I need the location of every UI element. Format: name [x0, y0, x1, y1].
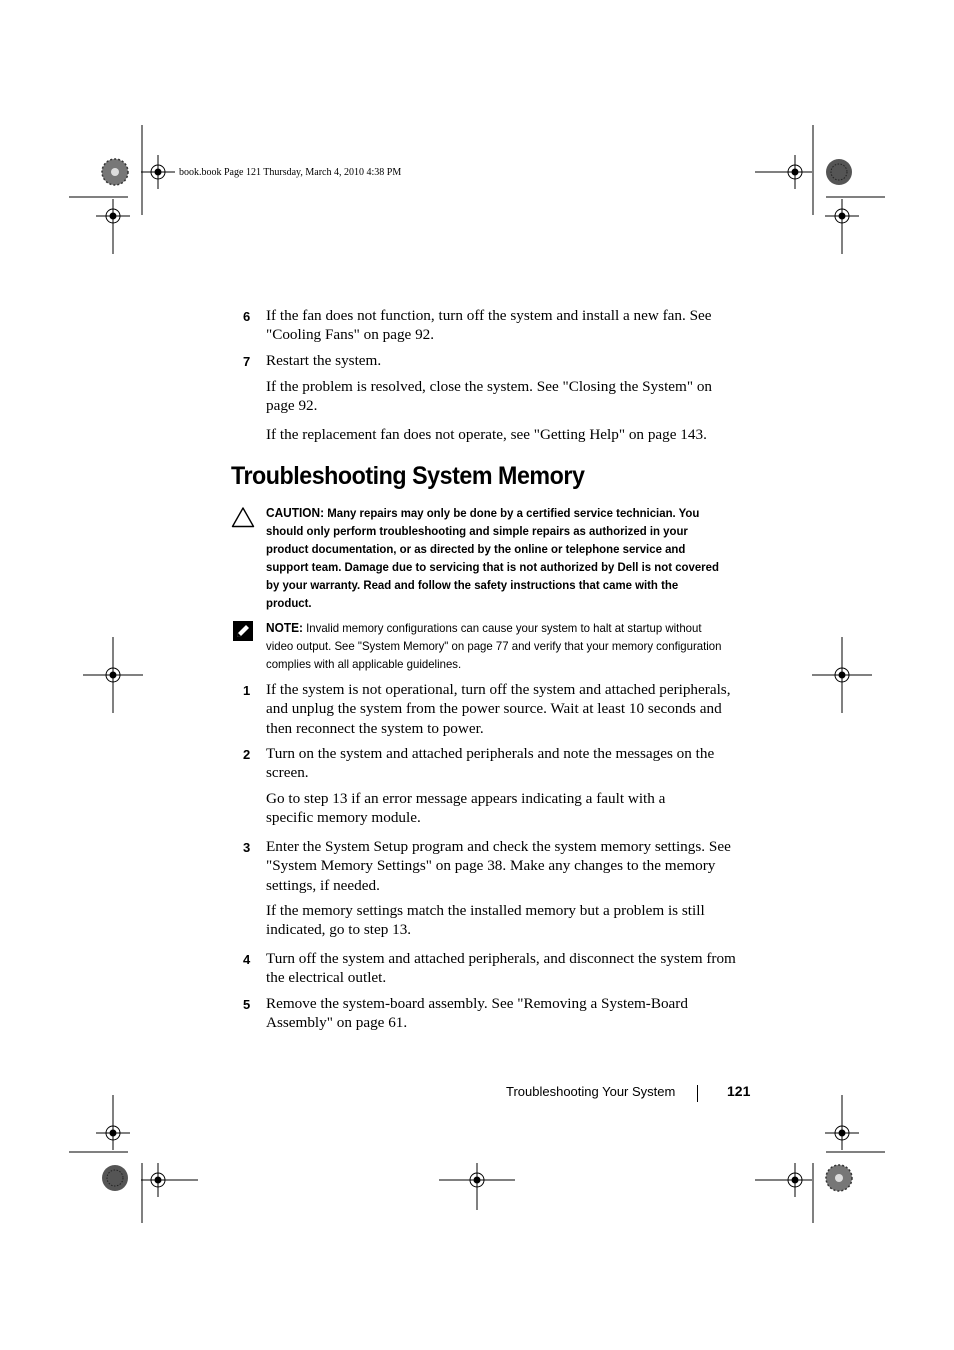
- footer-section-title: Troubleshooting Your System: [506, 1084, 676, 1099]
- paragraph: If the problem is resolved, close the system. See "Closing the System" on page 92.: [266, 378, 713, 415]
- step-text: Restart the system.: [266, 352, 382, 369]
- step-number: 1: [243, 683, 251, 698]
- step-followup: If the memory settings match the installed memory but a problem is still indicated, go to step 13.: [266, 902, 705, 939]
- step-number: 6: [243, 309, 251, 324]
- step-number: 4: [243, 952, 251, 967]
- step-text: Enter the System Setup program and check the system memory settings. See "System Memory Settings" on page 38. Make any changes to the memory settings, if needed.: [266, 838, 731, 894]
- section-title: Troubleshooting System Memory: [231, 462, 585, 490]
- step-text: Turn on the system and attached peripherals and note the messages on the screen.: [266, 745, 715, 782]
- note-block: [266, 620, 724, 674]
- step-text: If the fan does not function, turn off the system and install a new fan. See "Cooling Fans" on page 92.: [266, 307, 712, 344]
- paragraph: If the replacement fan does not operate, see "Getting Help" on page 143.: [266, 426, 707, 443]
- step-number: 3: [243, 840, 251, 855]
- print-header: book.book Page 121 Thursday, March 4, 2010 4:38 PM: [179, 167, 402, 178]
- step-text: Turn off the system and attached peripherals, and disconnect the system from the electrical outlet.: [266, 950, 736, 987]
- note-text: Invalid memory configurations can cause your system to halt at startup without video output. See "System Memory" on page 77 and verify that your memory configuration complies with all applicable guidelines.: [266, 621, 722, 671]
- note-pencil-icon: [232, 620, 254, 642]
- caution-block: [266, 505, 724, 612]
- step-number: 2: [243, 747, 251, 762]
- caution-icon: [231, 506, 255, 528]
- note-label: NOTE:: [266, 621, 303, 635]
- step-number: 5: [243, 997, 251, 1012]
- step-number: 7: [243, 354, 251, 369]
- step-text: If the system is not operational, turn off the system and attached peripherals, and unplug the system from the power source. Wait at least 10 seconds and then reconnect the system to power.: [266, 681, 731, 737]
- step-text: Remove the system-board assembly. See "Removing a System-Board Assembly" on page 61.: [266, 995, 688, 1032]
- page-number: 121: [727, 1083, 751, 1099]
- caution-label: CAUTION:: [266, 506, 325, 520]
- footer-divider: [697, 1085, 698, 1102]
- step-followup: Go to step 13 if an error message appears indicating a fault with a specific memory module.: [266, 790, 666, 827]
- caution-text: Many repairs may only be done by a certified service technician. You should only perform troubleshooting and simple repairs as authorized in your product documentation, or as directed by the online or telephone service and support team. Damage due to servicing that is not authorized by Dell is not covered by your warranty. Read and follow the safety instructions that came with the product.: [266, 506, 719, 610]
